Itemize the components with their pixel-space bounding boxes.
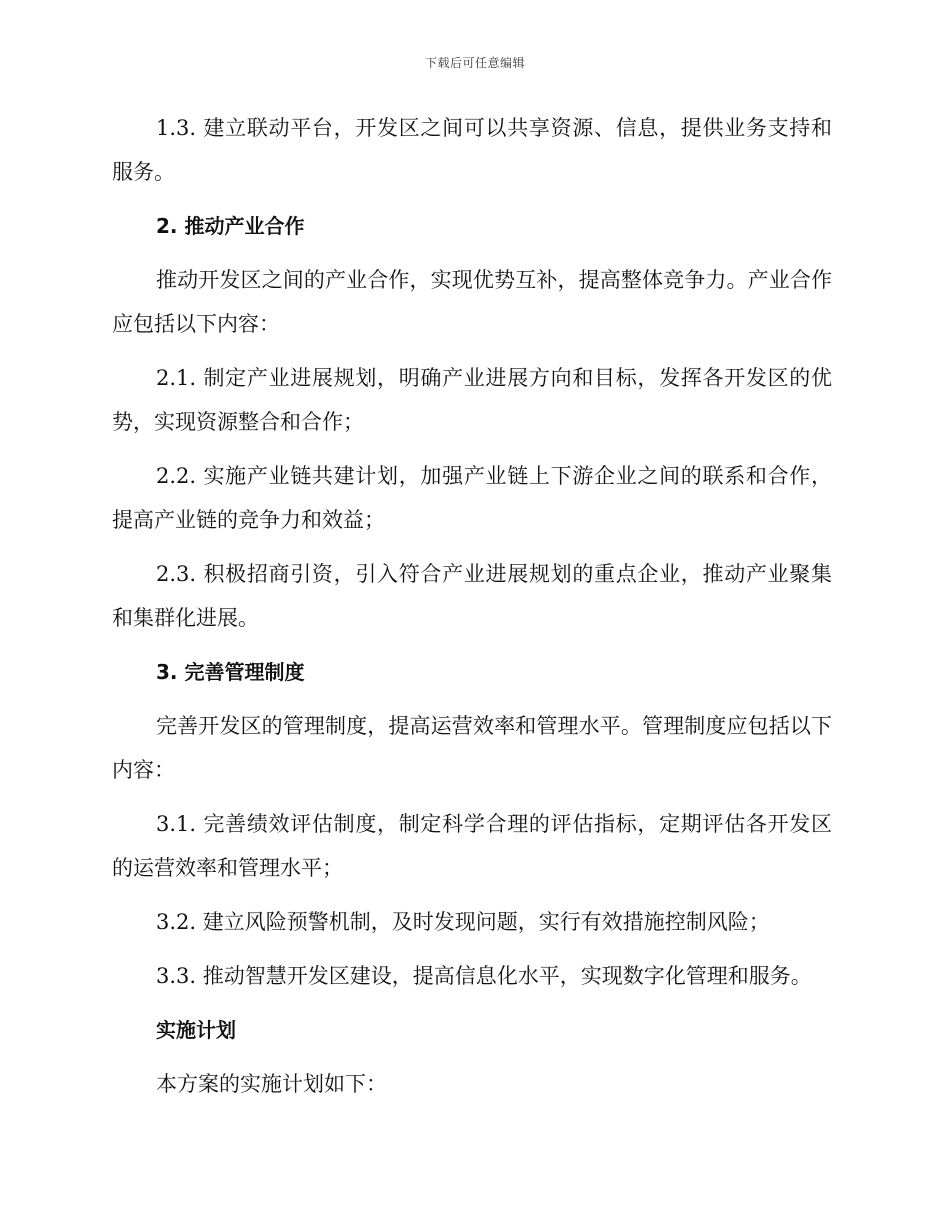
paragraph-1-3: 1.3. 建立联动平台，开发区之间可以共享资源、信息，提供业务支持和服务。 [112, 116, 832, 184]
paragraph-2-intro: 推动开发区之间的产业合作，实现优势互补，提高整体竞争力。产业合作应包括以下内容： [112, 268, 832, 336]
paragraph-2-1: 2.1. 制定产业进展规划，明确产业进展方向和目标，发挥各开发区的优势，实现资源整合和合作； [112, 366, 832, 434]
paragraph-implementation-intro: 本方案的实施计划如下： [156, 1072, 387, 1096]
paragraph-2-2: 2.2. 实施产业链共建计划，加强产业链上下游企业之间的联系和合作，提高产业链的竞争力和效益； [112, 464, 832, 532]
paragraph-3-1: 3.1. 完善绩效评估制度，制定科学合理的评估指标，定期评估各开发区的运营效率和管理水平； [112, 812, 832, 880]
page-header: 下载后可任意编辑 [424, 56, 525, 70]
section-heading-3: 3. 完善管理制度 [156, 660, 305, 684]
section-heading-2: 2. 推动产业合作 [156, 214, 305, 238]
paragraph-2-3: 2.3. 积极招商引资，引入符合产业进展规划的重点企业，推动产业聚集和集群化进展。 [112, 562, 832, 630]
paragraph-3-3: 3.3. 推动智慧开发区建设，提高信息化水平，实现数字化管理和服务。 [156, 964, 812, 988]
paragraph-3-2: 3.2. 建立风险预警机制，及时发现问题，实行有效措施控制风险； [156, 910, 770, 934]
paragraph-3-intro: 完善开发区的管理制度，提高运营效率和管理水平。管理制度应包括以下内容： [112, 714, 832, 782]
document-body [112, 106, 832, 1116]
section-heading-implementation: 实施计划 [156, 1018, 236, 1042]
